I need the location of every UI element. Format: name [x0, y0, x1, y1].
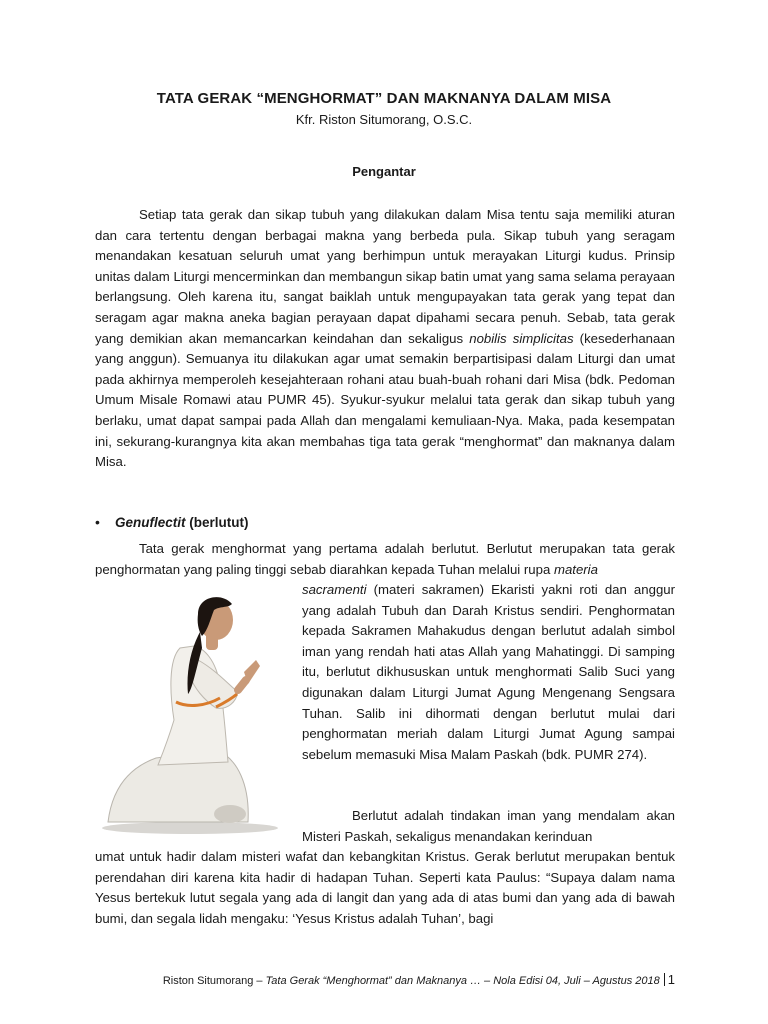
genuflect-paragraph-lead: [95, 539, 675, 580]
genuflect-paragraph2-full: umat untuk hadir dalam misteri wafat dan kebangkitan Kristus. Gerak berlutut merupakan bentuk perendahan diri karena kita hadir di hadapan Tuhan. Seperti kata Paulus: “Supaya dalam nama Yesus bertekuk lutut segala yang ada di langit dan yang ada di atas bumi dan yang ada di bawah bumi, dan segala lidah mengaku: ‘Yesus Kristus adalah Tuhan’, bagi: [95, 849, 675, 926]
footer-divider: [664, 973, 665, 986]
intro-text-2: (kesederhanaan yang anggun). Semuanya itu dilakukan agar umat semakin berpartisipasi dalam Liturgi dan umat pada akhirnya memperoleh kesejahteraan rohani atau buah-buah rohani dari Misa (bdk. Pedoman Umum Misale Romawi atau PUMR 45). Syukur-syukur melalui tata gerak dan sikap tubuh yang berlaku, umat dapat sampai pada Allah dan mengalami kemuliaan-Nya. Maka, pada kesempatan ini, sekurang-kurangnya kita akan membahas tiga tata gerak “menghormat” dan maknanya dalam Misa.: [95, 330, 675, 470]
intro-text-1: Setiap tata gerak dan sikap tubuh yang dilakukan dalam Misa tentu saja memiliki aturan dan cara tertentu dengan berbagai makna yang berbeda pula. Sikap tubuh yang seragam menandakan kesatuan seluruh umat yang berhimpun untuk merayakan Liturgi kudus. Prinsip unitas dalam Liturgi mencerminkan dan membangun sikap batin umat yang sama selama perayaan berlangsung. Oleh karena itu, sangat baiklah untuk mengupayakan tata gerak yang tepat dan seragam agar makna aneka bagian perayaan dapat dipahami secara penuh. Sebab, tata gerak yang demikian akan memancarkan keindahan dan sekaligus: [95, 207, 675, 346]
footer-edition: – Nola Edisi 04, Juli – Agustus 2018: [481, 975, 660, 987]
footer-article-title: Tata Gerak “Menghormat” dan Maknanya …: [265, 975, 481, 987]
floor-shadow: [102, 822, 278, 834]
genuflect-paragraph-wrapped: [302, 580, 675, 765]
page-footer: [95, 972, 675, 987]
kneeling-altar-server-image: [98, 590, 298, 835]
document-title: TATA GERAK “MENGHORMAT” DAN MAKNANYA DALAM MISA: [156, 90, 612, 107]
genuflect-italic-b: sacramenti: [302, 582, 367, 597]
bullet-heading-genuflectit: [95, 512, 675, 533]
genuflect-cont-text: (materi sakramen) Ekaristi yakni roti dan anggur yang adalah Tubuh dan Darah Kristus sendiri. Penghormatan kepada Sakramen Mahakudus dengan berlutut adalah simbol iman yang rendah hati atas Allah yang Mahatinggi. Di samping itu, berlutut dikhususkan untuk menghormati Salib Suci yang digunakan dalam Liturgi Jumat Agung Mengenang Sengsara Tuhan. Salib ini dihormati dengan berlutut mulai dari penghormatan meriah dalam Liturgi Jumat Agung sampai sebelum memasuki Misa Malam Paskah (bdk. PUMR 274).: [302, 582, 675, 762]
intro-italic-term: nobilis simplicitas: [469, 330, 574, 346]
section-heading-pengantar: Pengantar: [352, 164, 416, 179]
genuflect-lead-text: Tata gerak menghormat yang pertama adalah berlutut. Berlutut merupakan tata gerak penghormatan yang paling tinggi sebab diarahkan kepada Tuhan melalui rupa: [95, 541, 675, 577]
foot: [214, 805, 246, 823]
footer-author: Riston Situmorang –: [162, 975, 266, 987]
genuflect-italic-a: materia: [553, 561, 598, 577]
genuflect-paragraph2-wrapped: Berlutut adalah tindakan iman yang mendalam akan Misteri Paskah, sekaligus menandakan kerinduan: [302, 808, 675, 844]
bullet-term: Genuflectit: [115, 515, 186, 530]
bullet-icon: •: [95, 514, 100, 530]
bullet-label: (berlutut): [185, 515, 249, 530]
page-number: 1: [667, 972, 675, 987]
forearm: [238, 680, 246, 690]
intro-paragraph: [95, 205, 675, 473]
kneeling-figure-illustration: [98, 590, 298, 835]
document-author: Kfr. Riston Situmorang, O.S.C.: [295, 112, 473, 127]
